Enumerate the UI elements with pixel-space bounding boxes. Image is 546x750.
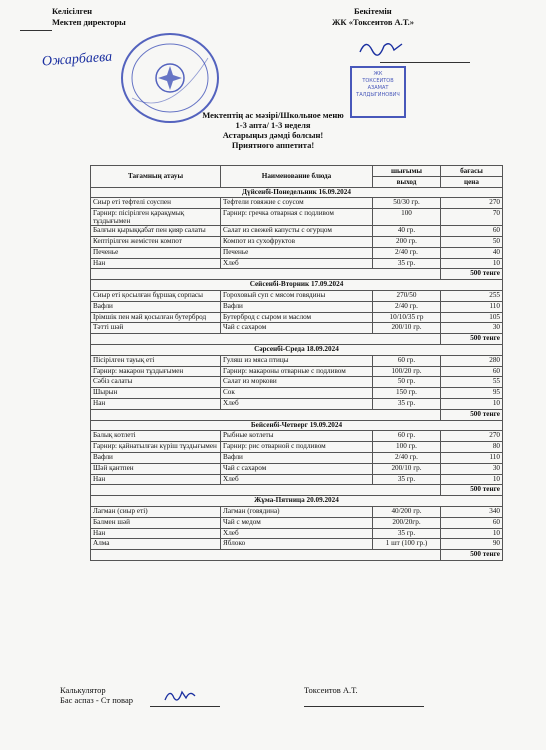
- dish-output: 2/40 гр.: [373, 247, 441, 258]
- dish-name-kz: Сиыр еті қосылған бұршақ сорпасы: [91, 290, 221, 301]
- menu-row: [91, 506, 503, 517]
- col-header-out-kz: шығымы: [373, 166, 441, 177]
- dish-name-ru: Лагман (говядина): [221, 506, 373, 517]
- menu-row: [91, 388, 503, 399]
- dish-name-ru: Хлеб: [221, 528, 373, 539]
- dish-name-kz: Сиыр еті тефтелі соуспен: [91, 198, 221, 209]
- menu-row: [91, 539, 503, 550]
- dish-name-ru: Вафли: [221, 452, 373, 463]
- col-header-ru: Наименование блюда: [221, 166, 373, 188]
- menu-row: [91, 517, 503, 528]
- dish-output: 200 гр.: [373, 236, 441, 247]
- dish-name-kz: Нан: [91, 398, 221, 409]
- menu-table: [90, 165, 503, 561]
- dish-name-kz: Балық котлеті: [91, 431, 221, 442]
- dish-name-ru: Бутерброд с сыром и маслом: [221, 312, 373, 323]
- dish-output: 60 гр.: [373, 431, 441, 442]
- menu-body: [91, 187, 503, 560]
- menu-row: [91, 452, 503, 463]
- total-spacer: [91, 269, 441, 280]
- dish-name-kz: Лагман (сиыр еті): [91, 506, 221, 517]
- chef-signature-icon: [162, 684, 198, 706]
- day-header-row: [91, 187, 503, 198]
- menu-title: Мектептің ас мәзірі/Школьное меню: [202, 110, 344, 120]
- menu-row: [91, 247, 503, 258]
- total-spacer: [91, 550, 441, 561]
- menu-row: [91, 258, 503, 269]
- dish-price: 10: [441, 258, 503, 269]
- dish-name-ru: Сок: [221, 388, 373, 399]
- day-title: Сәрсенбі-Среда 18.09.2024: [91, 344, 503, 355]
- dish-output: 2/40 гр.: [373, 452, 441, 463]
- dish-name-ru: Рыбные котлеты: [221, 431, 373, 442]
- dish-name-kz: Кептірілген жемістен компот: [91, 236, 221, 247]
- total-spacer: [91, 409, 441, 420]
- entrepreneur-label: ЖК «Токсеитов А.Т.»: [332, 17, 414, 27]
- col-header-kz: Тағамның атауы: [91, 166, 221, 188]
- dish-name-kz: Вафли: [91, 301, 221, 312]
- menu-row: [91, 323, 503, 334]
- dish-output: 60 гр.: [373, 355, 441, 366]
- total-spacer: [91, 334, 441, 345]
- dish-name-ru: Гуляш из мяса птицы: [221, 355, 373, 366]
- dish-name-kz: Алма: [91, 539, 221, 550]
- menu-row: [91, 236, 503, 247]
- greeting-ru: Приятного аппетита!: [231, 140, 315, 150]
- menu-row: [91, 377, 503, 388]
- approver-signature-icon: [356, 36, 406, 60]
- menu-row: [91, 355, 503, 366]
- stamp-line: ТОКСЕИТОВ: [362, 78, 394, 84]
- calculator-label: Калькулятор: [60, 685, 106, 695]
- day-header-row: [91, 344, 503, 355]
- dish-name-ru: Тефтели говяжие с соусом: [221, 198, 373, 209]
- dish-output: 35 гр.: [373, 528, 441, 539]
- day-total: 500 тенге: [441, 269, 503, 280]
- dish-output: 100: [373, 209, 441, 226]
- total-spacer: [91, 485, 441, 496]
- dish-name-ru: Яблоко: [221, 539, 373, 550]
- dish-output: 150 гр.: [373, 388, 441, 399]
- menu-row: [91, 463, 503, 474]
- menu-row: [91, 198, 503, 209]
- dish-name-ru: Гарнир: рис отварной с подливом: [221, 442, 373, 453]
- dish-name-ru: Чай с медом: [221, 517, 373, 528]
- day-header-row: [91, 280, 503, 291]
- approver-name: Токсеитов А.Т.: [304, 685, 358, 695]
- signature-line-right: [380, 62, 470, 63]
- dish-price: 10: [441, 398, 503, 409]
- dish-output: 40/200 гр.: [373, 506, 441, 517]
- dish-name-ru: Хлеб: [221, 474, 373, 485]
- day-total-row: [91, 485, 503, 496]
- menu-row: [91, 209, 503, 226]
- dish-name-ru: Гарнир: макароны отварные с подливом: [221, 366, 373, 377]
- dish-price: 60: [441, 366, 503, 377]
- menu-row: [91, 301, 503, 312]
- dish-price: 40: [441, 247, 503, 258]
- dish-name-kz: Шәй қантпен: [91, 463, 221, 474]
- menu-row: [91, 226, 503, 237]
- dish-price: 110: [441, 301, 503, 312]
- greeting-kz: Астарыңыз дәмді болсын!: [222, 130, 324, 140]
- dish-name-ru: Чай с сахаром: [221, 323, 373, 334]
- day-total: 500 тенге: [441, 409, 503, 420]
- dish-price: 340: [441, 506, 503, 517]
- dish-output: 50/30 гр.: [373, 198, 441, 209]
- dish-output: 2/40 гр.: [373, 301, 441, 312]
- dish-name-kz: Гарнир: макарон тұздығымен: [91, 366, 221, 377]
- dish-name-kz: Вафли: [91, 452, 221, 463]
- week-subtitle: 1-3 апта/ 1-3 неделя: [235, 120, 311, 130]
- dish-name-kz: Гарнир: пісірілген қарақұмық тұздығымен: [91, 209, 221, 226]
- dish-output: 35 гр.: [373, 258, 441, 269]
- day-total-row: [91, 334, 503, 345]
- dish-name-ru: Хлеб: [221, 398, 373, 409]
- dish-name-ru: Хлеб: [221, 258, 373, 269]
- dish-price: 270: [441, 431, 503, 442]
- dish-output: 50 гр.: [373, 377, 441, 388]
- dish-price: 60: [441, 226, 503, 237]
- menu-row: [91, 290, 503, 301]
- dish-name-ru: Салат из моркови: [221, 377, 373, 388]
- dish-name-kz: Печенье: [91, 247, 221, 258]
- dish-name-kz: Балмен шәй: [91, 517, 221, 528]
- dish-name-kz: Нан: [91, 474, 221, 485]
- day-total-row: [91, 269, 503, 280]
- day-total-row: [91, 550, 503, 561]
- dish-price: 270: [441, 198, 503, 209]
- dish-name-kz: Тәтті шәй: [91, 323, 221, 334]
- dish-name-kz: Нан: [91, 258, 221, 269]
- approve-label: Бекітемін: [354, 6, 392, 16]
- menu-row: [91, 366, 503, 377]
- menu-row: [91, 312, 503, 323]
- dish-output: 35 гр.: [373, 474, 441, 485]
- day-total-row: [91, 409, 503, 420]
- dish-name-ru: Гарнир: гречка отварная с подливом: [221, 209, 373, 226]
- dish-price: 10: [441, 528, 503, 539]
- dish-price: 255: [441, 290, 503, 301]
- dish-price: 95: [441, 388, 503, 399]
- dish-price: 30: [441, 463, 503, 474]
- dish-output: 1 шт (100 гр.): [373, 539, 441, 550]
- school-director-label: Мектеп директоры: [52, 17, 126, 27]
- menu-row: [91, 474, 503, 485]
- dish-name-ru: Компот из сухофруктов: [221, 236, 373, 247]
- dish-name-ru: Чай с сахаром: [221, 463, 373, 474]
- dish-name-ru: Печенье: [221, 247, 373, 258]
- day-header-row: [91, 420, 503, 431]
- dish-price: 80: [441, 442, 503, 453]
- dish-output: 100 гр.: [373, 442, 441, 453]
- dish-price: 55: [441, 377, 503, 388]
- director-signature: Ожарбаева: [41, 49, 113, 70]
- dish-output: 200/10 гр.: [373, 463, 441, 474]
- menu-row: [91, 431, 503, 442]
- menu-row: [91, 398, 503, 409]
- dish-output: 100/20 гр.: [373, 366, 441, 377]
- dish-price: 105: [441, 312, 503, 323]
- chef-signature-line: [150, 706, 220, 707]
- dish-price: 60: [441, 517, 503, 528]
- dish-output: 200/20гр.: [373, 517, 441, 528]
- dish-price: 50: [441, 236, 503, 247]
- dish-name-kz: Пісірілген тауық еті: [91, 355, 221, 366]
- dish-price: 70: [441, 209, 503, 226]
- col-header-out-ru: выход: [373, 176, 441, 187]
- stamp-line: ЖК: [373, 71, 383, 77]
- dish-name-ru: Салат из свежей капусты с огурцом: [221, 226, 373, 237]
- chef-label: Бас аспаз - Ст повар: [60, 695, 133, 705]
- day-title: Жұма-Пятница 20.09.2024: [91, 496, 503, 507]
- agreed-label: Келісілген: [52, 6, 93, 16]
- dish-price: 110: [441, 452, 503, 463]
- menu-row: [91, 528, 503, 539]
- col-header-price-kz: бағасы: [441, 166, 503, 177]
- dish-price: 30: [441, 323, 503, 334]
- dish-name-kz: Шырын: [91, 388, 221, 399]
- signature-line-left: [20, 30, 52, 31]
- dish-name-kz: Гарнир: қайнатылған күріш тұздығымен: [91, 442, 221, 453]
- dish-output: 270/50: [373, 290, 441, 301]
- day-total: 500 тенге: [441, 550, 503, 561]
- dish-price: 90: [441, 539, 503, 550]
- dish-price: 10: [441, 474, 503, 485]
- dish-name-kz: Балғын қырыққабат пен қияр салаты: [91, 226, 221, 237]
- dish-name-kz: Нан: [91, 528, 221, 539]
- stamp-line: АЗАМАТ: [367, 85, 389, 91]
- dish-name-kz: Ірімшік пен май қосылған бутерброд: [91, 312, 221, 323]
- dish-price: 280: [441, 355, 503, 366]
- day-header-row: [91, 496, 503, 507]
- day-title: Бейсенбі-Четверг 19.09.2024: [91, 420, 503, 431]
- dish-name-kz: Сәбіз салаты: [91, 377, 221, 388]
- dish-output: 10/10/35 гр: [373, 312, 441, 323]
- approver-signature-line: [304, 706, 424, 707]
- dish-output: 200/10 гр.: [373, 323, 441, 334]
- dish-output: 40 гр.: [373, 226, 441, 237]
- stamp-line: ТАЛДЫГИНОВИЧ: [356, 92, 400, 98]
- day-total: 500 тенге: [441, 334, 503, 345]
- dish-output: 35 гр.: [373, 398, 441, 409]
- day-total: 500 тенге: [441, 485, 503, 496]
- col-header-price-ru: цена: [441, 176, 503, 187]
- dish-name-ru: Вафли: [221, 301, 373, 312]
- dish-name-ru: Гороховый суп с мясом говядины: [221, 290, 373, 301]
- menu-row: [91, 442, 503, 453]
- day-title: Дүйсенбі-Понедельник 16.09.2024: [91, 187, 503, 198]
- day-title: Сейсенбі-Вторник 17.09.2024: [91, 280, 503, 291]
